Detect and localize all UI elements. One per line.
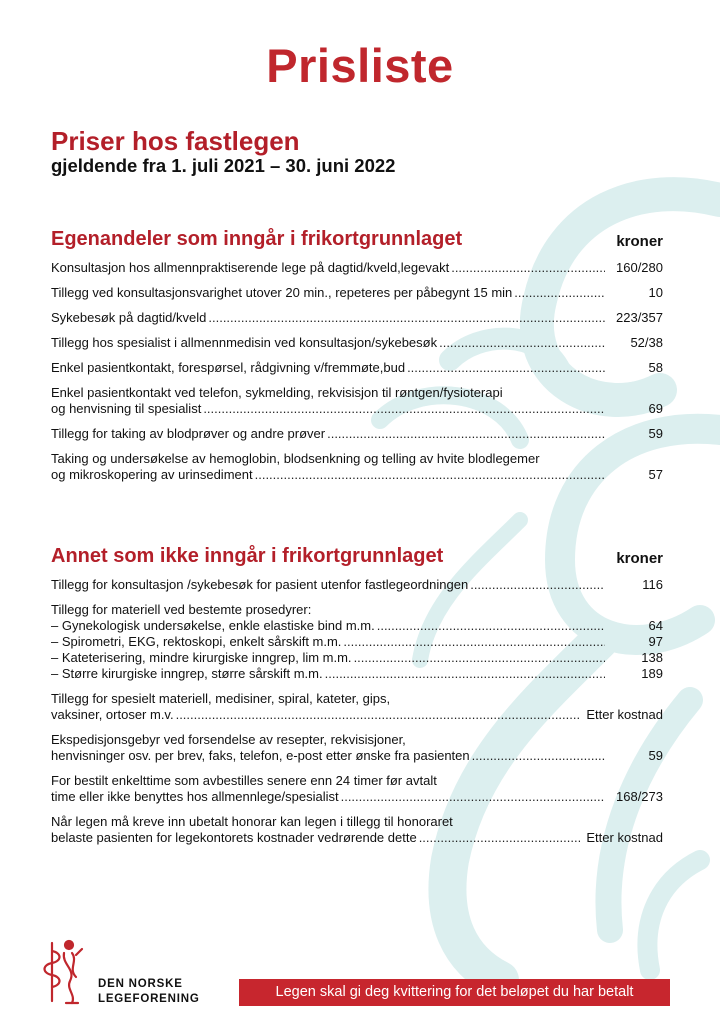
price-row: Tillegg for spesielt materiell, medisiner, spiral, kateter, gips, vaksiner, ortoser m.v. ..... Etter kostnad (51, 691, 663, 723)
price-row: Tillegg for taking av blodprøver og andre prøver ..... 59 (51, 426, 663, 442)
price-row: Sykebesøk på dagtid/kveld ..... 223/357 (51, 310, 663, 326)
dot-leader (203, 401, 605, 417)
dot-leader (451, 260, 605, 276)
price-row: Taking og undersøkelse av hemoglobin, blodsenkning og telling av hvite blodlegemer og mikroskopering av urinsediment ..... 57 (51, 451, 663, 483)
price-value: 97 (648, 634, 663, 649)
price-value: 57 (648, 467, 663, 482)
dot-leader (377, 618, 605, 634)
price-value: 58 (648, 360, 663, 375)
validity-period: gjeldende fra 1. juli 2021 – 30. juni 2022 (51, 155, 396, 176)
section-title: Annet som ikke inngår i frikortgrunnlaget (51, 545, 444, 567)
dot-leader (176, 707, 581, 723)
price-row: Tillegg ved konsultasjonsvarighet utover 20 min., repeteres per påbegynt 15 min ..... 10 (51, 285, 663, 301)
dot-leader (407, 360, 605, 376)
dot-leader (470, 577, 605, 593)
price-value: 168/273 (616, 789, 663, 804)
section-title: Egenandeler som inngår i frikortgrunnlaget (51, 228, 463, 250)
price-value: 10 (648, 285, 663, 300)
price-value: 59 (648, 426, 663, 441)
material-group: Tillegg for materiell ved bestemte prosedyrer: – Gynekologisk undersøkelse, enkle elastiske bind m.m. ..... 64 – Spirometri, EKG, rektoskopi, enkelt sårskift m.m. ..... 97 – Kateterisering, mindre kirurgiske inngrep, lim m.m. ..... 138 – Større kirurgiske inngrep, større sårskift m.m. ..... 189 (51, 602, 663, 682)
section-egenandeler (51, 228, 663, 483)
price-value: Etter kostnad (586, 707, 663, 722)
price-value: 138 (641, 650, 663, 665)
dot-leader (343, 634, 605, 650)
price-row: Ekspedisjonsgebyr ved forsendelse av resepter, rekvisisjoner, henvisninger osv. per brev, faks, telefon, e-post etter ønske fra pasienten ..... 59 (51, 732, 663, 764)
price-value: 52/38 (630, 335, 663, 350)
price-value: 189 (641, 666, 663, 681)
material-intro: Tillegg for materiell ved bestemte prosedyrer: (51, 602, 312, 617)
price-value: 64 (648, 618, 663, 633)
price-row: Enkel pasientkontakt ved telefon, sykmelding, rekvisisjon til røntgen/fysioterapi og henvisning til spesialist ..... 69 (51, 385, 663, 417)
section-header (51, 228, 663, 258)
dot-leader (255, 467, 605, 483)
price-row: For bestilt enkelttime som avbestilles senere enn 24 timer før avtalt time eller ikke benyttes hos allmennlege/spesialist ..... 168/273 (51, 773, 663, 805)
price-value: 160/280 (616, 260, 663, 275)
unit-label: kroner (616, 233, 663, 250)
dot-leader (472, 748, 605, 764)
price-value: Etter kostnad (586, 830, 663, 845)
price-value: 223/357 (616, 310, 663, 325)
price-row: Enkel pasientkontakt, forespørsel, rådgivning v/fremmøte,bud ..... 58 (51, 360, 663, 376)
unit-label: kroner (616, 550, 663, 567)
dot-leader (208, 310, 605, 326)
dot-leader (325, 666, 605, 682)
price-row: Tillegg hos spesialist i allmennmedisin ved konsultasjon/sykebesøk ..... 52/38 (51, 335, 663, 351)
price-row: Når legen må kreve inn ubetalt honorar kan legen i tillegg til honoraret belaste pasienten for legekontorets kostnader vedrørende dette ..... Etter kostnad (51, 814, 663, 846)
price-value: 69 (648, 401, 663, 416)
price-value: 59 (648, 748, 663, 763)
section-annet (51, 545, 663, 846)
page-title: Prisliste (266, 39, 454, 92)
price-row: Tillegg for konsultasjon /sykebesøk for pasient utenfor fastlegeordningen ..... 116 (51, 577, 663, 593)
dot-leader (341, 789, 605, 805)
dot-leader (514, 285, 605, 301)
aesculapius-staff-icon (42, 935, 94, 1005)
dot-leader (354, 650, 605, 666)
legeforening-logo (42, 935, 232, 1005)
price-value: 116 (642, 577, 663, 592)
dot-leader (439, 335, 605, 351)
price-row: Konsultasjon hos allmennpraktiserende lege på dagtid/kveld,legevakt ..... 160/280 (51, 260, 663, 276)
receipt-notice-banner: Legen skal gi deg kvittering for det beløpet du har betalt (239, 979, 670, 1006)
page-subtitle: Priser hos fastlegen (51, 126, 300, 156)
section-header (51, 545, 663, 575)
dot-leader (327, 426, 605, 442)
dot-leader (419, 830, 581, 846)
logo-text: DEN NORSKE LEGEFORENING (98, 978, 200, 1005)
